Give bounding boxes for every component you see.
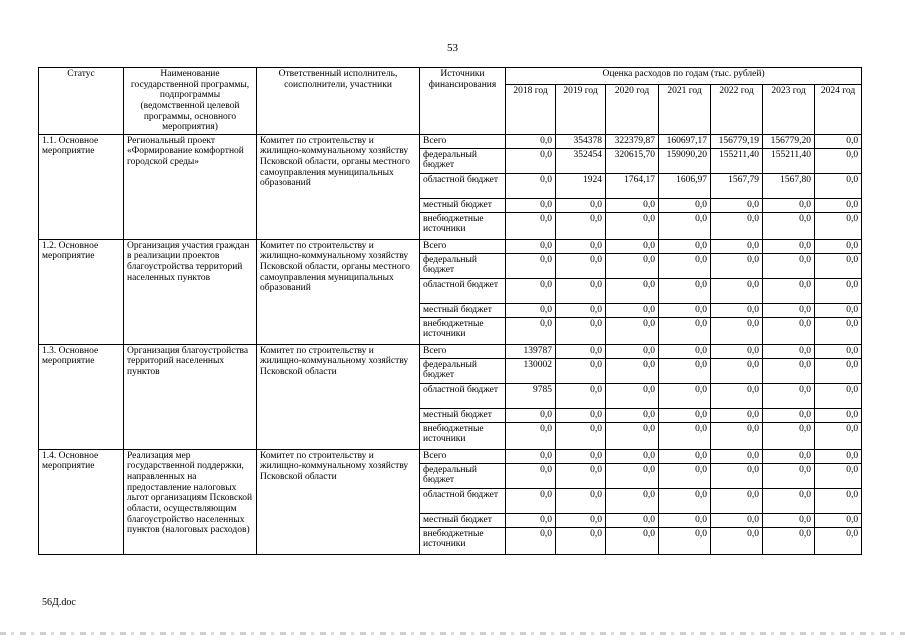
funding-source: местный бюджет bbox=[420, 198, 506, 212]
amount-cell: 1567,79 bbox=[711, 173, 763, 198]
funding-source: федеральный бюджет bbox=[420, 148, 506, 173]
amount-cell: 0,0 bbox=[606, 488, 659, 513]
amount-cell: 0,0 bbox=[556, 463, 606, 488]
funding-source: федеральный бюджет bbox=[420, 253, 506, 278]
table-header bbox=[39, 68, 862, 135]
amount-cell: 155211,40 bbox=[763, 148, 815, 173]
measure-name: Организация участия граждан в реализации проектов благоустройства территорий населенных пунктов bbox=[124, 239, 257, 344]
amount-cell: 0,0 bbox=[815, 212, 862, 239]
amount-cell: 0,0 bbox=[815, 278, 862, 303]
amount-cell: 0,0 bbox=[506, 173, 556, 198]
table-body bbox=[39, 134, 862, 554]
amount-cell: 0,0 bbox=[815, 173, 862, 198]
amount-cell: 0,0 bbox=[606, 198, 659, 212]
amount-cell: 0,0 bbox=[606, 513, 659, 527]
amount-cell: 0,0 bbox=[711, 198, 763, 212]
amount-cell: 0,0 bbox=[763, 449, 815, 463]
amount-cell: 0,0 bbox=[659, 253, 711, 278]
amount-cell: 0,0 bbox=[606, 212, 659, 239]
amount-cell: 0,0 bbox=[506, 239, 556, 253]
funding-source: федеральный бюджет bbox=[420, 463, 506, 488]
funding-source: областной бюджет bbox=[420, 383, 506, 408]
header-year: 2022 год bbox=[711, 84, 763, 134]
amount-cell: 0,0 bbox=[606, 253, 659, 278]
table-row bbox=[39, 344, 862, 358]
amount-cell: 0,0 bbox=[763, 198, 815, 212]
amount-cell: 0,0 bbox=[606, 303, 659, 317]
amount-cell: 0,0 bbox=[556, 253, 606, 278]
amount-cell: 0,0 bbox=[506, 134, 556, 148]
amount-cell: 354378 bbox=[556, 134, 606, 148]
amount-cell: 0,0 bbox=[815, 239, 862, 253]
measure-status: 1.3. Основное мероприятие bbox=[39, 344, 124, 449]
page-number: 53 bbox=[447, 42, 458, 54]
amount-cell: 0,0 bbox=[815, 488, 862, 513]
amount-cell: 0,0 bbox=[506, 463, 556, 488]
amount-cell: 0,0 bbox=[763, 239, 815, 253]
amount-cell: 0,0 bbox=[815, 408, 862, 422]
amount-cell: 0,0 bbox=[659, 278, 711, 303]
amount-cell: 0,0 bbox=[815, 148, 862, 173]
amount-cell: 139787 bbox=[506, 344, 556, 358]
amount-cell: 0,0 bbox=[659, 408, 711, 422]
amount-cell: 0,0 bbox=[506, 253, 556, 278]
amount-cell: 0,0 bbox=[606, 344, 659, 358]
amount-cell: 0,0 bbox=[815, 513, 862, 527]
amount-cell: 0,0 bbox=[506, 408, 556, 422]
amount-cell: 0,0 bbox=[506, 303, 556, 317]
document-filename: 56Д.doc bbox=[42, 597, 76, 608]
amount-cell: 0,0 bbox=[815, 303, 862, 317]
amount-cell: 0,0 bbox=[763, 253, 815, 278]
funding-source: внебюджетные источники bbox=[420, 527, 506, 554]
table-row bbox=[39, 449, 862, 463]
amount-cell: 0,0 bbox=[556, 239, 606, 253]
amount-cell: 0,0 bbox=[606, 527, 659, 554]
amount-cell: 160697,17 bbox=[659, 134, 711, 148]
amount-cell: 0,0 bbox=[763, 383, 815, 408]
amount-cell: 0,0 bbox=[606, 449, 659, 463]
header-sources: Источники финансирования bbox=[420, 68, 506, 135]
funding-source: местный бюджет bbox=[420, 408, 506, 422]
amount-cell: 0,0 bbox=[763, 212, 815, 239]
amount-cell: 0,0 bbox=[606, 422, 659, 449]
amount-cell: 0,0 bbox=[815, 383, 862, 408]
amount-cell: 0,0 bbox=[506, 488, 556, 513]
amount-cell: 0,0 bbox=[711, 212, 763, 239]
funding-source: Всего bbox=[420, 134, 506, 148]
amount-cell: 0,0 bbox=[763, 513, 815, 527]
amount-cell: 0,0 bbox=[815, 422, 862, 449]
amount-cell: 0,0 bbox=[659, 317, 711, 344]
amount-cell: 0,0 bbox=[659, 488, 711, 513]
amount-cell: 0,0 bbox=[815, 449, 862, 463]
amount-cell: 0,0 bbox=[506, 449, 556, 463]
header-year: 2019 год bbox=[556, 84, 606, 134]
amount-cell: 0,0 bbox=[659, 212, 711, 239]
amount-cell: 0,0 bbox=[606, 239, 659, 253]
amount-cell: 0,0 bbox=[815, 198, 862, 212]
amount-cell: 156779,19 bbox=[711, 134, 763, 148]
amount-cell: 1606,97 bbox=[659, 173, 711, 198]
amount-cell: 0,0 bbox=[606, 317, 659, 344]
amount-cell: 0,0 bbox=[506, 513, 556, 527]
amount-cell: 0,0 bbox=[711, 449, 763, 463]
amount-cell: 0,0 bbox=[556, 303, 606, 317]
measure-executor: Комитет по строительству и жилищно-коммунальному хозяйству Псковской области bbox=[257, 344, 420, 449]
expenditure-table bbox=[38, 67, 862, 555]
amount-cell: 0,0 bbox=[815, 527, 862, 554]
header-status: Статус bbox=[39, 68, 124, 135]
amount-cell: 0,0 bbox=[763, 408, 815, 422]
amount-cell: 0,0 bbox=[763, 422, 815, 449]
amount-cell: 0,0 bbox=[556, 449, 606, 463]
amount-cell: 0,0 bbox=[556, 422, 606, 449]
measure-name: Региональный проект «Формирование комфортной городской среды» bbox=[124, 134, 257, 239]
amount-cell: 0,0 bbox=[606, 408, 659, 422]
amount-cell: 0,0 bbox=[556, 408, 606, 422]
funding-source: федеральный бюджет bbox=[420, 358, 506, 383]
amount-cell: 0,0 bbox=[556, 513, 606, 527]
amount-cell: 0,0 bbox=[606, 383, 659, 408]
amount-cell: 0,0 bbox=[763, 278, 815, 303]
funding-source: местный бюджет bbox=[420, 303, 506, 317]
funding-source: Всего bbox=[420, 239, 506, 253]
amount-cell: 159090,20 bbox=[659, 148, 711, 173]
amount-cell: 0,0 bbox=[659, 303, 711, 317]
amount-cell: 1764,17 bbox=[606, 173, 659, 198]
amount-cell: 0,0 bbox=[711, 239, 763, 253]
amount-cell: 0,0 bbox=[815, 317, 862, 344]
measure-executor: Комитет по строительству и жилищно-коммунальному хозяйству Псковской области, органы местного самоуправления муниципальных образований bbox=[257, 134, 420, 239]
amount-cell: 0,0 bbox=[763, 527, 815, 554]
amount-cell: 0,0 bbox=[556, 358, 606, 383]
header-year: 2024 год bbox=[815, 84, 862, 134]
header-year: 2020 год bbox=[606, 84, 659, 134]
amount-cell: 0,0 bbox=[506, 527, 556, 554]
amount-cell: 155211,40 bbox=[711, 148, 763, 173]
amount-cell: 0,0 bbox=[711, 383, 763, 408]
amount-cell: 0,0 bbox=[506, 198, 556, 212]
amount-cell: 0,0 bbox=[556, 198, 606, 212]
amount-cell: 0,0 bbox=[763, 488, 815, 513]
amount-cell: 0,0 bbox=[659, 527, 711, 554]
funding-source: внебюджетные источники bbox=[420, 317, 506, 344]
amount-cell: 0,0 bbox=[711, 422, 763, 449]
funding-source: местный бюджет bbox=[420, 513, 506, 527]
measure-status: 1.2. Основное мероприятие bbox=[39, 239, 124, 344]
amount-cell: 0,0 bbox=[711, 488, 763, 513]
amount-cell: 0,0 bbox=[815, 344, 862, 358]
amount-cell: 322379,87 bbox=[606, 134, 659, 148]
amount-cell: 0,0 bbox=[763, 358, 815, 383]
funding-source: областной бюджет bbox=[420, 173, 506, 198]
amount-cell: 0,0 bbox=[711, 253, 763, 278]
funding-source: Всего bbox=[420, 449, 506, 463]
amount-cell: 0,0 bbox=[606, 463, 659, 488]
header-executor: Ответственный исполнитель, соисполнители, участники bbox=[257, 68, 420, 135]
measure-executor: Комитет по строительству и жилищно-коммунальному хозяйству Псковской области, органы местного самоуправления муниципальных образований bbox=[257, 239, 420, 344]
amount-cell: 0,0 bbox=[556, 527, 606, 554]
measure-status: 1.4. Основное мероприятие bbox=[39, 449, 124, 554]
amount-cell: 0,0 bbox=[506, 422, 556, 449]
funding-source: внебюджетные источники bbox=[420, 422, 506, 449]
header-year: 2018 год bbox=[506, 84, 556, 134]
amount-cell: 9785 bbox=[506, 383, 556, 408]
amount-cell: 0,0 bbox=[606, 358, 659, 383]
header-name: Наименование государственной программы, подпрограммы (ведомственной целевой программы, основного мероприятия) bbox=[124, 68, 257, 135]
amount-cell: 0,0 bbox=[815, 358, 862, 383]
amount-cell: 0,0 bbox=[556, 212, 606, 239]
header-estimate: Оценка расходов по годам (тыс. рублей) bbox=[506, 68, 862, 85]
amount-cell: 0,0 bbox=[815, 463, 862, 488]
table-row bbox=[39, 134, 862, 148]
amount-cell: 0,0 bbox=[711, 463, 763, 488]
amount-cell: 0,0 bbox=[556, 317, 606, 344]
amount-cell: 1924 bbox=[556, 173, 606, 198]
measure-name: Реализация мер государственной поддержки, направленных на предоставление налоговых льгот организациям Псковской области, осуществляющим благоустройство населенных пунктов (налоговых расходов) bbox=[124, 449, 257, 554]
amount-cell: 0,0 bbox=[659, 239, 711, 253]
amount-cell: 0,0 bbox=[506, 148, 556, 173]
measure-executor: Комитет по строительству и жилищно-коммунальному хозяйству Псковской области bbox=[257, 449, 420, 554]
header-year: 2021 год bbox=[659, 84, 711, 134]
amount-cell: 0,0 bbox=[763, 317, 815, 344]
scan-edge bbox=[0, 632, 905, 635]
amount-cell: 130002 bbox=[506, 358, 556, 383]
amount-cell: 0,0 bbox=[659, 358, 711, 383]
amount-cell: 0,0 bbox=[711, 527, 763, 554]
amount-cell: 0,0 bbox=[711, 358, 763, 383]
amount-cell: 0,0 bbox=[711, 408, 763, 422]
amount-cell: 0,0 bbox=[763, 463, 815, 488]
measure-name: Организация благоустройства территорий населенных пунктов bbox=[124, 344, 257, 449]
measure-status: 1.1. Основное мероприятие bbox=[39, 134, 124, 239]
amount-cell: 0,0 bbox=[506, 278, 556, 303]
amount-cell: 0,0 bbox=[659, 344, 711, 358]
amount-cell: 0,0 bbox=[711, 303, 763, 317]
amount-cell: 0,0 bbox=[711, 317, 763, 344]
amount-cell: 0,0 bbox=[711, 513, 763, 527]
amount-cell: 0,0 bbox=[659, 198, 711, 212]
amount-cell: 1567,80 bbox=[763, 173, 815, 198]
amount-cell: 0,0 bbox=[659, 513, 711, 527]
amount-cell: 0,0 bbox=[711, 344, 763, 358]
amount-cell: 0,0 bbox=[506, 212, 556, 239]
amount-cell: 0,0 bbox=[606, 278, 659, 303]
amount-cell: 0,0 bbox=[659, 383, 711, 408]
amount-cell: 0,0 bbox=[659, 422, 711, 449]
amount-cell: 0,0 bbox=[711, 278, 763, 303]
funding-source: Всего bbox=[420, 344, 506, 358]
amount-cell: 320615,70 bbox=[606, 148, 659, 173]
amount-cell: 0,0 bbox=[659, 449, 711, 463]
amount-cell: 0,0 bbox=[556, 488, 606, 513]
amount-cell: 0,0 bbox=[556, 383, 606, 408]
funding-source: областной бюджет bbox=[420, 278, 506, 303]
amount-cell: 0,0 bbox=[506, 317, 556, 344]
table-row bbox=[39, 239, 862, 253]
amount-cell: 0,0 bbox=[556, 344, 606, 358]
amount-cell: 352454 bbox=[556, 148, 606, 173]
amount-cell: 0,0 bbox=[556, 278, 606, 303]
amount-cell: 156779,20 bbox=[763, 134, 815, 148]
amount-cell: 0,0 bbox=[815, 134, 862, 148]
funding-source: областной бюджет bbox=[420, 488, 506, 513]
amount-cell: 0,0 bbox=[763, 303, 815, 317]
amount-cell: 0,0 bbox=[815, 253, 862, 278]
header-year: 2023 год bbox=[763, 84, 815, 134]
amount-cell: 0,0 bbox=[659, 463, 711, 488]
amount-cell: 0,0 bbox=[763, 344, 815, 358]
funding-source: внебюджетные источники bbox=[420, 212, 506, 239]
